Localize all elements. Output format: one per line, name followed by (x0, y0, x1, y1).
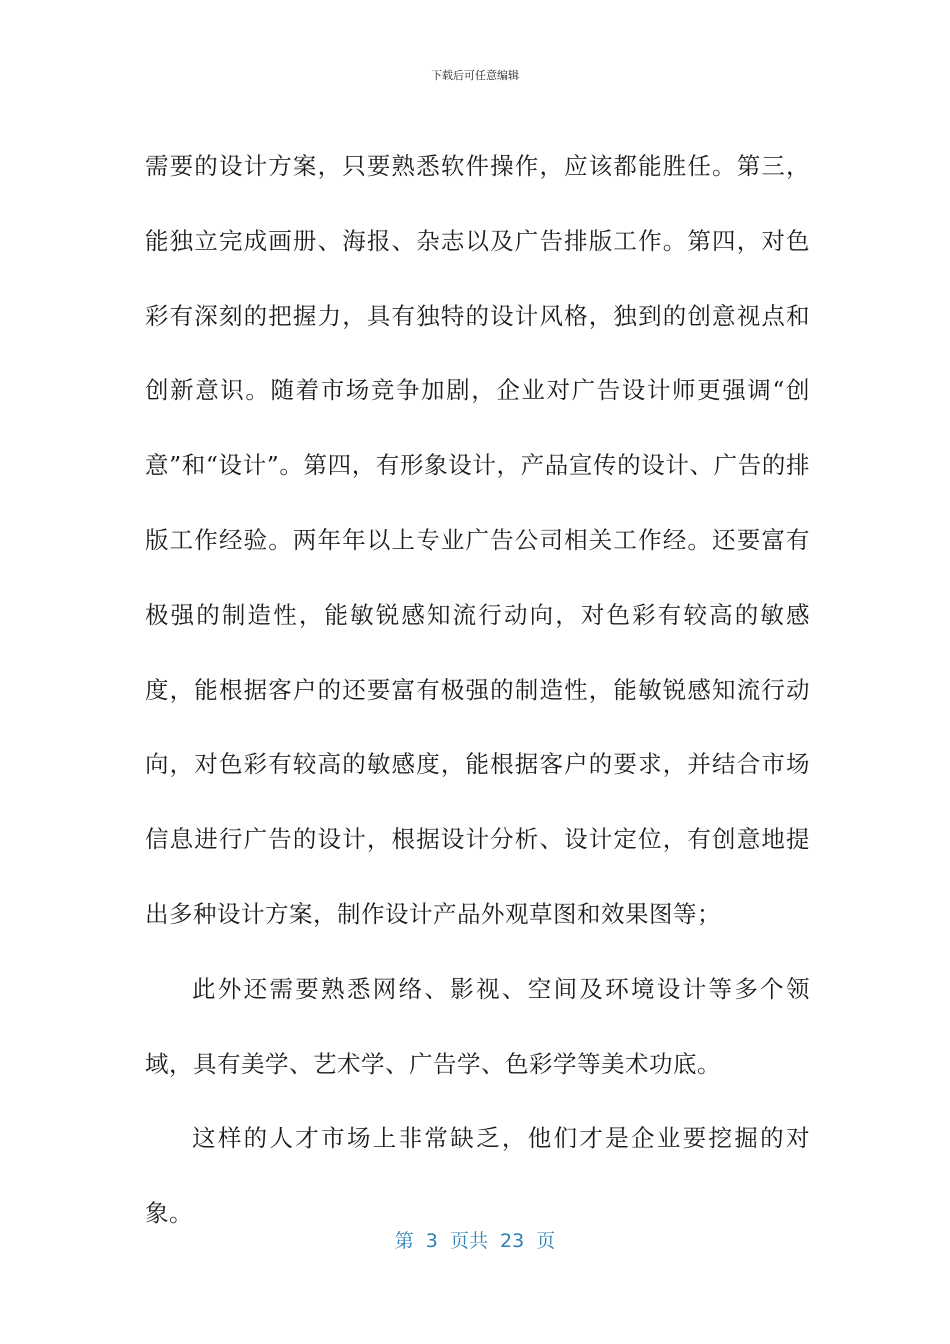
paragraph-1: 需要的设计方案，只要熟悉软件操作，应该都能胜任。第三，能独立完成画册、海报、杂志以及广告排版工作。第四，对色彩有深刻的把握力，具有独特的设计风格，独到的创意视点和创新意识。随着市场竞争加剧，企业对广告设计师更强调“创意”和“设计”。第四，有形象设计，产品宣传的设计、广告的排版工作经验。两年年以上专业广告公司相关工作经。还要富有极强的制造性，能敏锐感知流行动向，对色彩有较高的敏感度，能根据客户的还要富有极强的制造性，能敏锐感知流行动向，对色彩有较高的敏感度，能根据客户的要求，并结合市场信息进行广告的设计，根据设计分析、设计定位，有创意地提出多种设计方案，制作设计产品外观草图和效果图等； (145, 152, 810, 928)
page-number-footer: 第 3 页共 23 页 (394, 1230, 556, 1252)
paragraph-3: 这样的人才市场上非常缺乏，他们才是企业要挖掘的对象。 (145, 1124, 810, 1228)
paragraph-2: 此外还需要熟悉网络、影视、空间及环境设计等多个领域，具有美学、艺术学、广告学、色彩学等美术功底。 (145, 974, 810, 1078)
page-header: 下载后可任意编辑 (431, 69, 519, 82)
document-body (145, 129, 810, 1251)
